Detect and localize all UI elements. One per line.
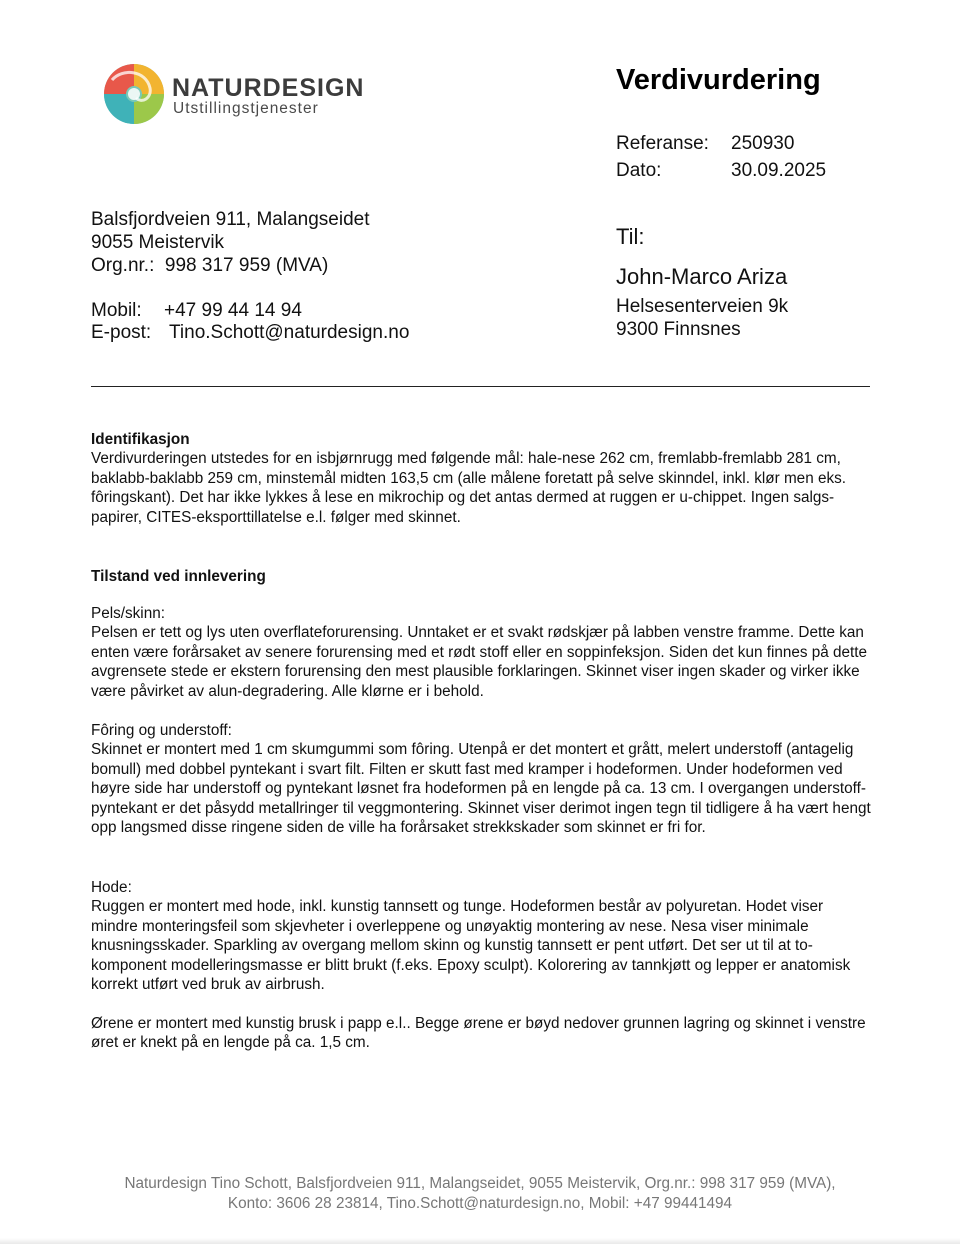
subsection-heading: Hode: <box>91 879 132 896</box>
section-title: Tilstand ved innlevering <box>91 568 266 585</box>
sender-mobile-row <box>91 300 302 322</box>
subsection-hode <box>91 878 873 994</box>
subsection-text: Ruggen er montert med hode, inkl. kunstig tannsett og tunge. Hodeformen består av polyuretan. Hodet viser mindre monteringsfeil som skjevheter i overleppene og unøyaktig montering av nese. Nesa viser minimale knusningsskader. Sparkling av overgang mellom skinn og kunstig tannsett er pent utført. Det ser ut til at to-komponent modelleringsmasse er blitt brukt (f.eks. Epoxy sculpt). Kolorering av tannkjøtt og lepper er anatomisk korrekt utført ved bruk av airbrush. <box>91 898 851 994</box>
document-title: Verdivurdering <box>616 64 821 96</box>
section-text: Verdivurderingen utstedes for en isbjørnrugg med følgende mål: hale-nese 262 cm, fremlabb-fremlabb 281 cm, baklabb-baklabb 259 cm, minstemål midten 163,5 cm (alle målene foretatt på selve skinndel, inkl. klør men eks. fôringskant). Det har ikke lykkes å lese en mikrochip og det antas dermed at ruggen er u-chippet. Ingen salgs-papirer, CITES-eksporttillatelse e.l. følger med skinnet. <box>91 450 846 526</box>
sender-email-label: E-post: <box>91 322 152 343</box>
brand-tagline: Utstillingstjenester <box>173 100 319 117</box>
reference-row <box>616 133 794 155</box>
sender-org-row <box>91 255 328 277</box>
swirl-logo-icon <box>102 62 166 126</box>
brand-logo <box>102 62 382 128</box>
date-row <box>616 160 826 182</box>
footer-line1: Naturdesign Tino Schott, Balsfjordveien 911, Malangseidet, 9055 Meistervik, Org.nr.: 998 317 959 (MVA), <box>124 1175 836 1192</box>
subsection-heading: Fôring og understoff: <box>91 722 232 739</box>
subsection-text: Ørene er montert med kunstig brusk i papp e.l.. Begge ørene er bøyd nedover grunnen lagring og skinnet i venstre øret er knekt på en lengde på ca. 1,5 cm. <box>91 1015 866 1052</box>
recipient-name: John-Marco Ariza <box>616 264 788 289</box>
date-value: 30.09.2025 <box>731 160 827 181</box>
recipient-address-line2: 9300 Finnsnes <box>616 319 741 340</box>
sender-address-line1: Balsfjordveien 911, Malangseidet <box>91 209 370 230</box>
recipient-address-line1: Helsesenterveien 9k <box>616 296 789 317</box>
sender-org-value: 998 317 959 (MVA) <box>164 255 329 276</box>
sender-org-label: Org.nr.: <box>91 255 155 276</box>
sender-mobile-value: +47 99 44 14 94 <box>164 300 302 321</box>
brand-name: NATURDESIGN <box>172 74 365 102</box>
subsection-heading: Pels/skinn: <box>91 605 165 622</box>
page-bottom-edge <box>0 1238 960 1244</box>
subsection-orene <box>91 1014 873 1053</box>
section-title: Identifikasjon <box>91 431 190 448</box>
sender-address-line2: 9055 Meistervik <box>91 232 225 253</box>
sender-mobile-label: Mobil: <box>91 300 142 321</box>
footer-line2: Konto: 3606 28 23814, Tino.Schott@naturdesign.no, Mobil: +47 99441494 <box>227 1195 733 1212</box>
header-divider <box>91 386 870 387</box>
subsection-text: Pelsen er tett og lys uten overflateforurensing. Unntaket er et svakt rødskjær på labben venstre framme. Dette kan enten være forårsaket av senere forurensing med et rødt stoff eller en soppinfeksjon. Siden det kun finnes på dette avgrensete stede er ekstern forurensing den mest plausible forklaringen. Skinnet viser ingen skader og virker ikke være påvirket av alun-degradering. Alle klørne er i behold. <box>91 624 868 700</box>
subsection-pels <box>91 604 873 701</box>
page-footer <box>0 1174 960 1214</box>
sender-email-value[interactable]: Tino.Schott@naturdesign.no <box>169 322 410 343</box>
sender-email-row <box>91 322 409 344</box>
subsection-text: Skinnet er montert med 1 cm skumgummi som fôring. Utenpå er det montert et grått, melert understoff (antagelig bomull) med dobbel pyntekant i svart filt. Filten er skutt fast med kramper i hodeformen. Under hodeformen ved høyre side har understoff og pyntekant løsnet fra hodeformen på en lengde på ca. 13 cm. I overgangen understoff-pyntekant er det påsydd metallringer til veggmontering. Skinnet viser derimot ingen tegn til tidligere å ha vært hengt opp langsmed disse ringene siden de ville ha forårsaket strekkskader som skinnet er fri for. <box>91 741 871 837</box>
section-tilstand <box>91 567 873 586</box>
subsection-foring <box>91 721 873 837</box>
section-identifikasjon <box>91 430 873 527</box>
reference-value: 250930 <box>731 133 795 154</box>
recipient-label: Til: <box>616 224 645 249</box>
reference-label: Referanse: <box>616 133 709 154</box>
date-label: Dato: <box>616 160 662 181</box>
